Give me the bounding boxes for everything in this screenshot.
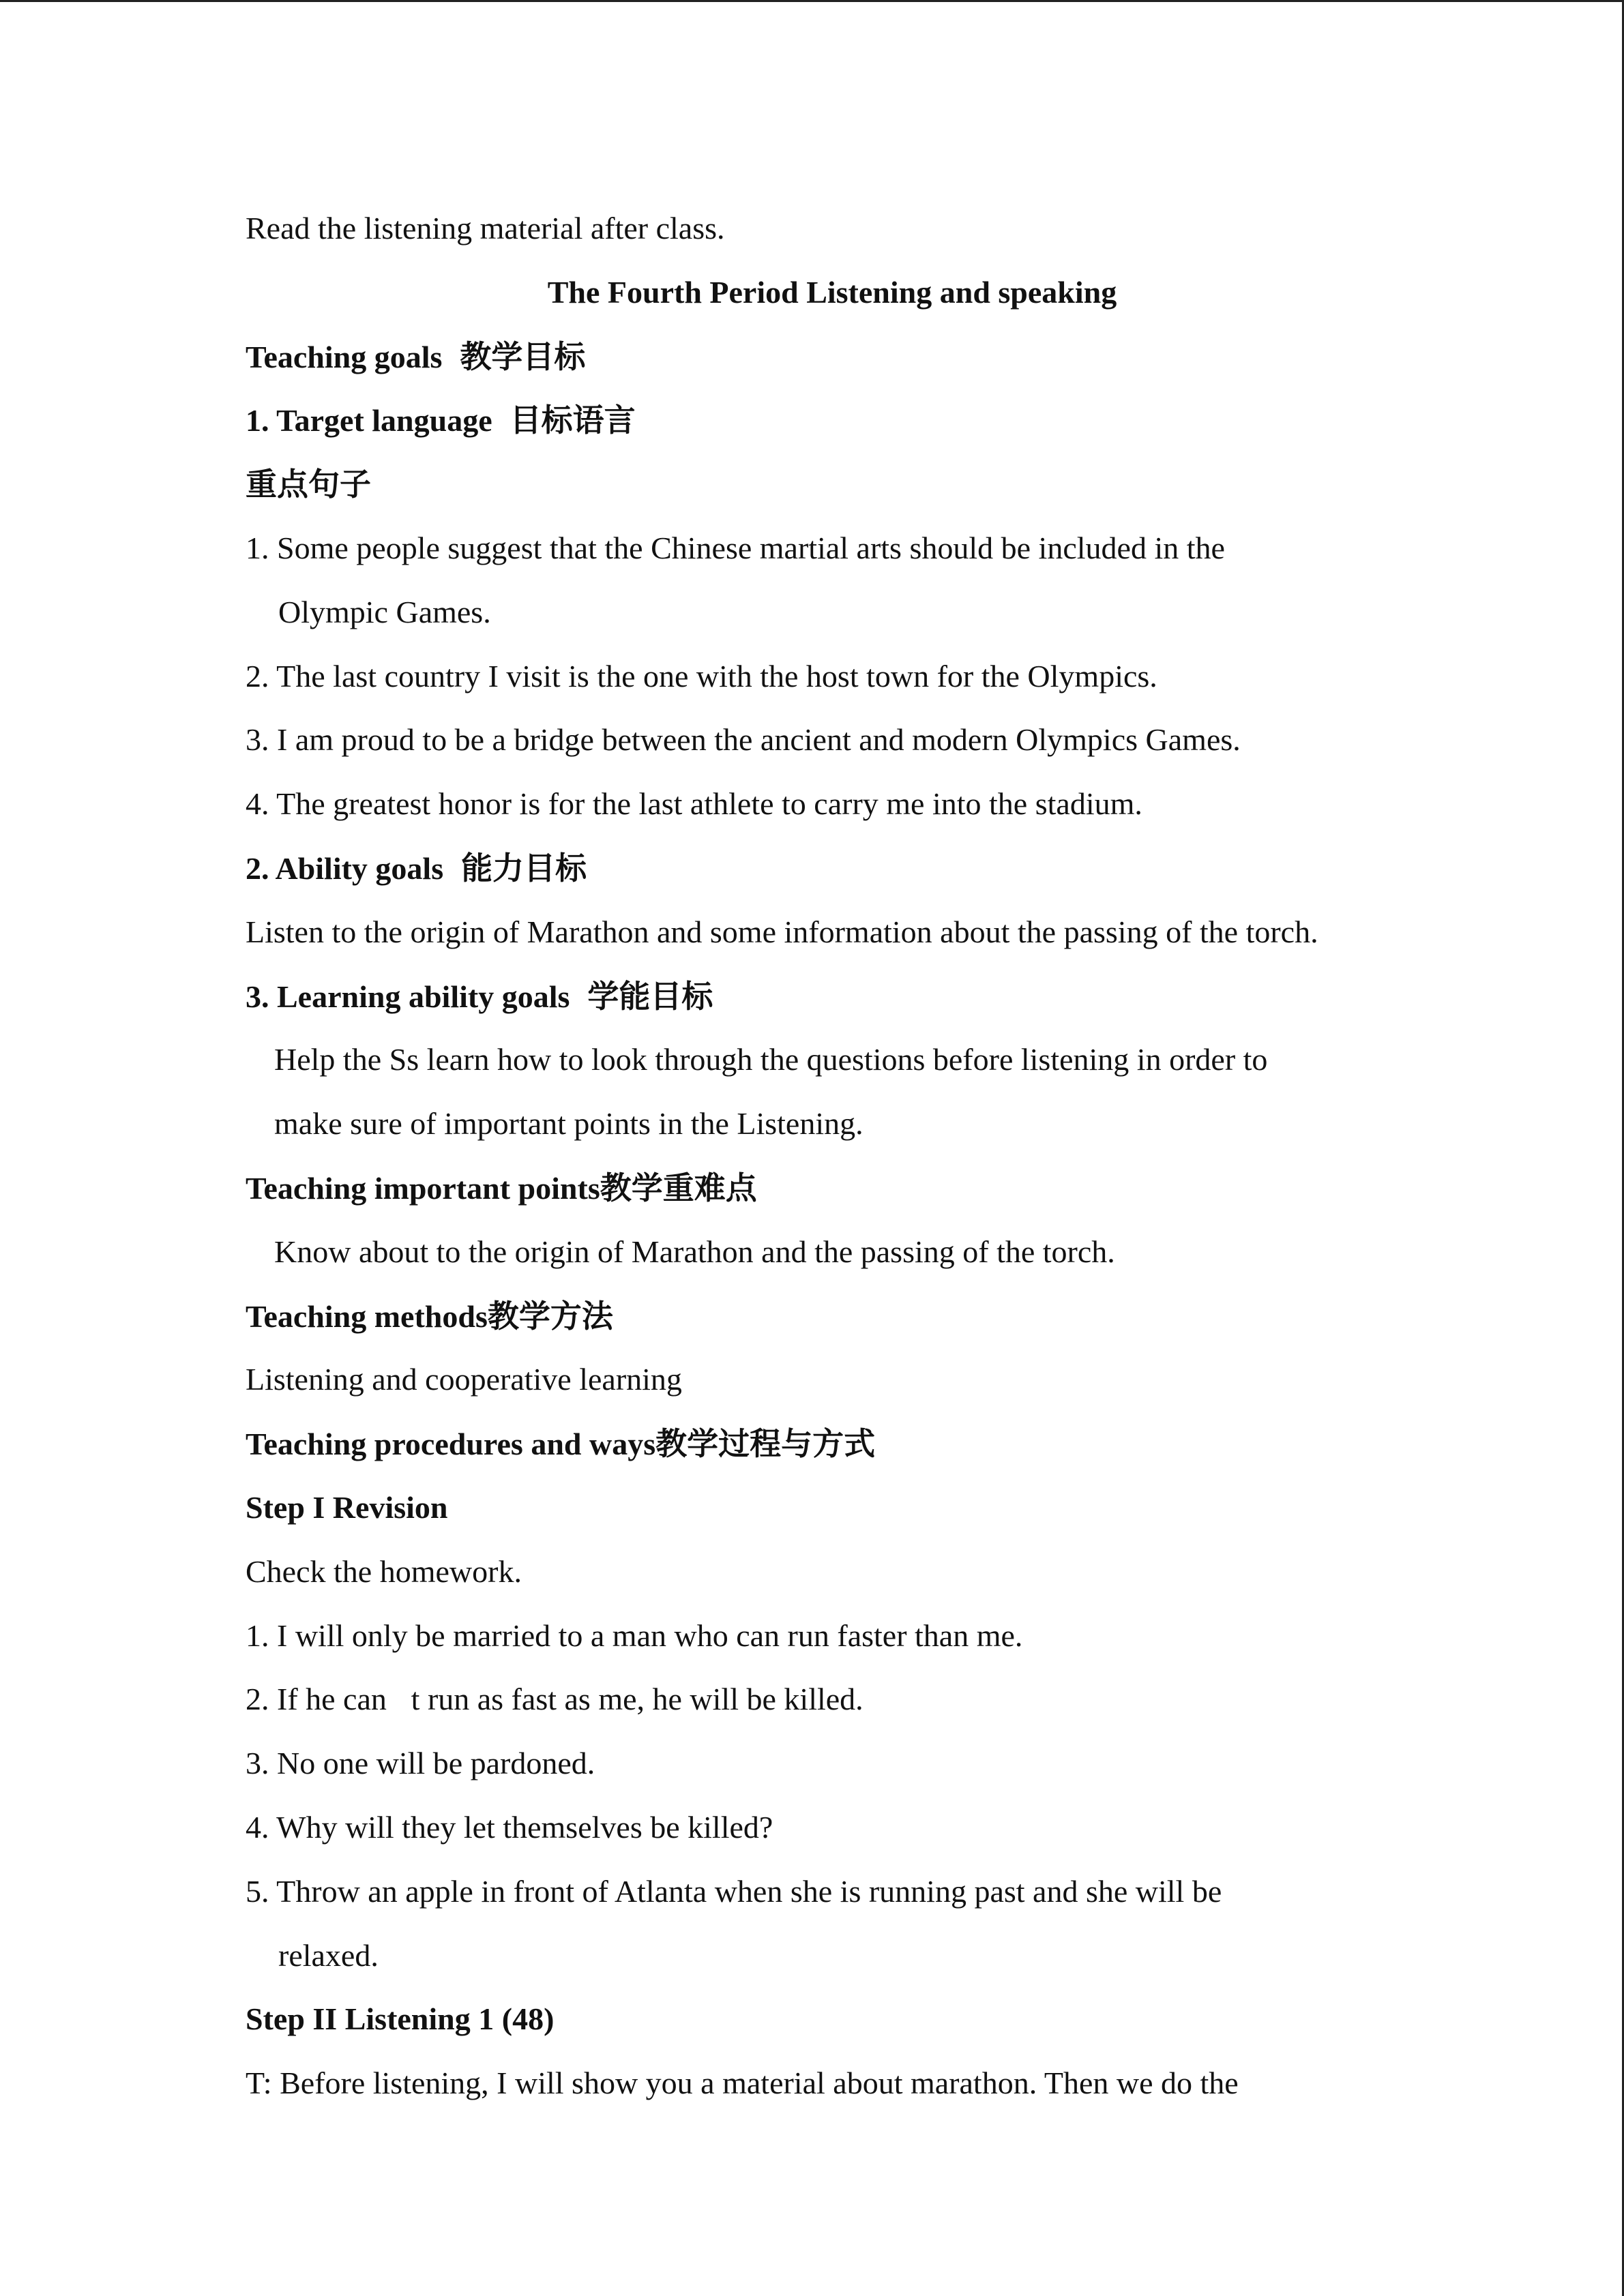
heading-en: 3. Learning ability goals — [246, 979, 570, 1014]
document-body — [246, 208, 1419, 2127]
list-item-continuation: relaxed. — [278, 1937, 379, 1973]
heading-cn: 学能目标 — [587, 977, 713, 1015]
heading-cn: 教学目标 — [460, 338, 586, 375]
list-item: 1. I will only be married to a man who can run faster than me. — [246, 1617, 1023, 1653]
list-item: 1. Some people suggest that the Chinese martial arts should be included in the — [246, 530, 1225, 565]
text-line: T: Before listening, I will show you a material about marathon. Then we do the — [246, 2066, 1239, 2101]
heading-cn: 教学重难点 — [600, 1169, 757, 1206]
list-item: 5. Throw an apple in front of Atlanta when she is running past and she will be — [246, 1873, 1222, 1909]
section-title: The Fourth Period Listening and speaking — [547, 274, 1117, 310]
heading-teaching-methods — [246, 1296, 1419, 1360]
heading-en: 2. Ability goals — [246, 850, 444, 886]
heading-en: Teaching goals — [246, 339, 443, 374]
list-item: 2. If he can t run as fast as me, he will be killed. — [246, 1682, 863, 1717]
heading-ability-goals — [246, 848, 1419, 912]
list-item: 3. I am proud to be a bridge between the ancient and modern Olympics Games. — [246, 722, 1241, 758]
text-line: Check the homework. — [246, 1553, 522, 1589]
text-line: Read the listening material after class. — [246, 211, 725, 245]
heading-cn: 重点句子 — [246, 466, 371, 503]
step-heading: Step II Listening 1 (48) — [246, 2001, 555, 2037]
page-border-top — [0, 0, 1624, 2]
text-line: make sure of important points in the Listening. — [274, 1106, 863, 1142]
heading-important-points — [246, 1167, 1419, 1232]
list-item-continuation: Olympic Games. — [278, 594, 491, 629]
text-line: Listening and cooperative learning — [246, 1362, 682, 1397]
text-line: Help the Ss learn how to look through the questions before listening in order to — [274, 1042, 1268, 1077]
text-line: Know about to the origin of Marathon and the passing of the torch. — [274, 1234, 1115, 1269]
heading-en: Teaching important points — [246, 1170, 600, 1206]
heading-cn: 目标语言 — [510, 402, 636, 439]
heading-en: 1. Target language — [246, 403, 492, 438]
list-item: 4. Why will they let themselves be killed? — [246, 1809, 773, 1845]
heading-cn: 教学方法 — [487, 1297, 613, 1335]
heading-teaching-procedures — [246, 1423, 1419, 1487]
heading-en: Teaching methods — [246, 1298, 488, 1334]
heading-target-language — [246, 400, 1419, 464]
text-line: Listen to the origin of Marathon and some information about the passing of the torch. — [246, 914, 1318, 949]
list-item: 3. No one will be pardoned. — [246, 1746, 595, 1781]
heading-learning-ability-goals — [246, 976, 1419, 1040]
list-item: 2. The last country I visit is the one with the host town for the Olympics. — [246, 658, 1157, 694]
heading-cn: 教学过程与方式 — [655, 1425, 876, 1463]
heading-cn: 能力目标 — [461, 849, 587, 886]
heading-key-sentences — [246, 464, 1419, 528]
list-item: 4. The greatest honor is for the last athlete to carry me into the stadium. — [246, 786, 1142, 822]
step-heading: Step I Revision — [246, 1489, 448, 1525]
heading-teaching-goals — [246, 336, 1419, 400]
heading-en: Teaching procedures and ways — [246, 1427, 656, 1462]
